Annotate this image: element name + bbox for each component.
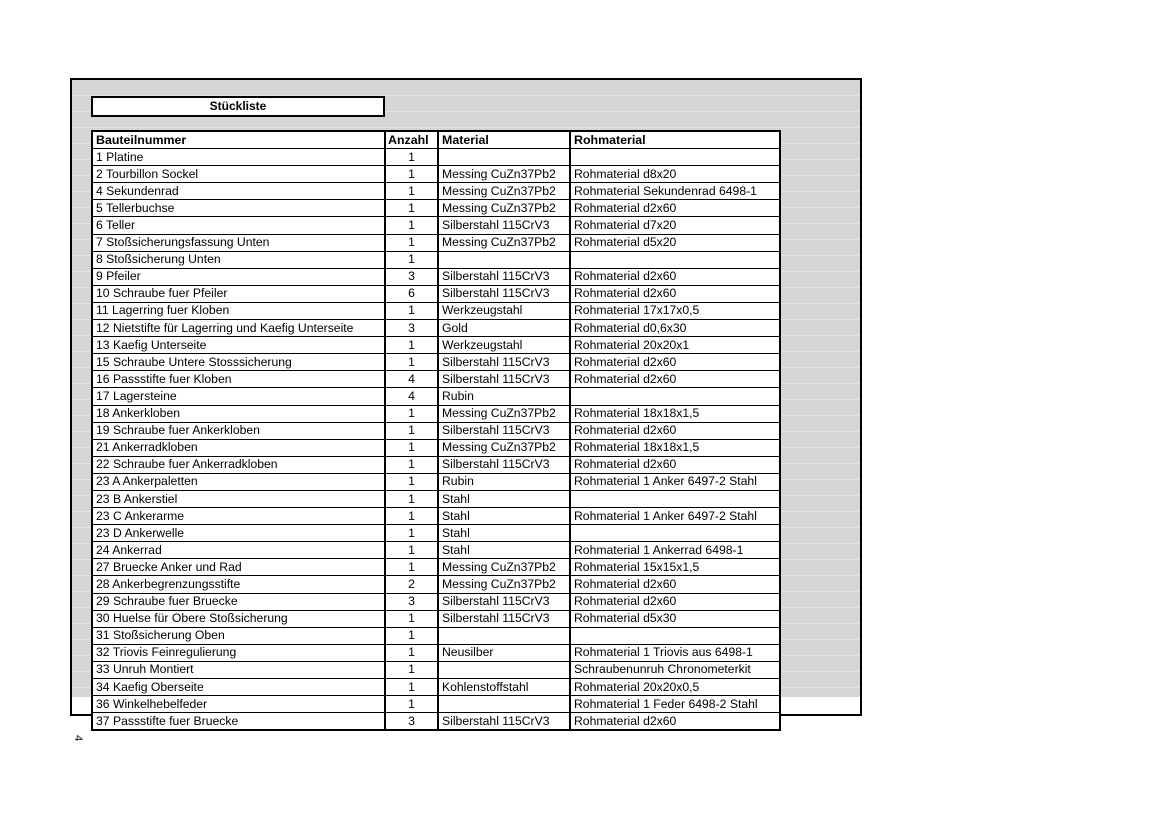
cell-part: 23 C Ankerarme bbox=[92, 508, 385, 525]
cell-raw bbox=[570, 525, 780, 542]
cell-part: 34 Kaefig Oberseite bbox=[92, 679, 385, 696]
cell-qty: 1 bbox=[385, 542, 438, 559]
cell-raw: Rohmaterial 17x17x0,5 bbox=[570, 302, 780, 319]
cell-material: Silberstahl 115CrV3 bbox=[438, 285, 570, 302]
column-header-qty: Anzahl bbox=[385, 131, 438, 149]
cell-raw bbox=[570, 149, 780, 166]
table-row bbox=[92, 371, 780, 388]
cell-part: 9 Pfeiler bbox=[92, 268, 385, 285]
cell-raw: Rohmaterial d2x60 bbox=[570, 456, 780, 473]
cell-material bbox=[438, 661, 570, 678]
table-header-row bbox=[92, 131, 780, 149]
table-row bbox=[92, 149, 780, 166]
cell-part: 22 Schraube fuer Ankerradkloben bbox=[92, 456, 385, 473]
cell-raw: Rohmaterial 1 Ankerrad 6498-1 bbox=[570, 542, 780, 559]
table-row bbox=[92, 217, 780, 234]
cell-qty: 1 bbox=[385, 661, 438, 678]
table-row bbox=[92, 508, 780, 525]
cell-qty: 1 bbox=[385, 696, 438, 713]
cell-qty: 1 bbox=[385, 302, 438, 319]
cell-raw: Schraubenunruh Chronometerkit bbox=[570, 661, 780, 678]
table-row bbox=[92, 559, 780, 576]
table-row bbox=[92, 422, 780, 439]
cell-material: Silberstahl 115CrV3 bbox=[438, 354, 570, 371]
cell-raw: Rohmaterial 20x20x0,5 bbox=[570, 679, 780, 696]
cell-part: 7 Stoßsicherungsfassung Unten bbox=[92, 234, 385, 251]
cell-material: Stahl bbox=[438, 490, 570, 507]
table-row bbox=[92, 320, 780, 337]
cell-material: Silberstahl 115CrV3 bbox=[438, 610, 570, 627]
table-row bbox=[92, 234, 780, 251]
cell-part: 2 Tourbillon Sockel bbox=[92, 166, 385, 183]
table-row bbox=[92, 302, 780, 319]
cell-part: 11 Lagerring fuer Kloben bbox=[92, 302, 385, 319]
cell-raw: Rohmaterial d2x60 bbox=[570, 268, 780, 285]
cell-raw bbox=[570, 627, 780, 644]
cell-qty: 1 bbox=[385, 234, 438, 251]
cell-raw: Rohmaterial d8x20 bbox=[570, 166, 780, 183]
cell-part: 5 Tellerbuchse bbox=[92, 200, 385, 217]
cell-raw: Rohmaterial 15x15x1,5 bbox=[570, 559, 780, 576]
cell-raw: Rohmaterial d2x60 bbox=[570, 593, 780, 610]
cell-qty: 1 bbox=[385, 183, 438, 200]
cell-material: Stahl bbox=[438, 542, 570, 559]
cell-part: 4 Sekundenrad bbox=[92, 183, 385, 200]
cell-material: Werkzeugstahl bbox=[438, 337, 570, 354]
cell-part: 23 A Ankerpaletten bbox=[92, 473, 385, 490]
cell-raw: Rohmaterial d5x20 bbox=[570, 234, 780, 251]
table-row bbox=[92, 679, 780, 696]
cell-qty: 1 bbox=[385, 559, 438, 576]
cell-material bbox=[438, 627, 570, 644]
cell-qty: 1 bbox=[385, 508, 438, 525]
cell-raw bbox=[570, 251, 780, 268]
cell-material: Messing CuZn37Pb2 bbox=[438, 200, 570, 217]
cell-qty: 1 bbox=[385, 679, 438, 696]
cell-material: Messing CuZn37Pb2 bbox=[438, 559, 570, 576]
table-row bbox=[92, 490, 780, 507]
table-row bbox=[92, 337, 780, 354]
table-row bbox=[92, 405, 780, 422]
cell-material: Messing CuZn37Pb2 bbox=[438, 405, 570, 422]
cell-part: 8 Stoßsicherung Unten bbox=[92, 251, 385, 268]
table-row bbox=[92, 713, 780, 731]
bom-title: Stückliste bbox=[91, 96, 385, 117]
cell-raw: Rohmaterial 20x20x1 bbox=[570, 337, 780, 354]
cell-qty: 1 bbox=[385, 200, 438, 217]
cell-qty: 4 bbox=[385, 371, 438, 388]
table-row bbox=[92, 183, 780, 200]
cell-raw: Rohmaterial 18x18x1,5 bbox=[570, 405, 780, 422]
cell-material bbox=[438, 251, 570, 268]
cell-material: Messing CuZn37Pb2 bbox=[438, 166, 570, 183]
cell-raw bbox=[570, 388, 780, 405]
cell-material: Silberstahl 115CrV3 bbox=[438, 713, 570, 731]
cell-raw: Rohmaterial d5x30 bbox=[570, 610, 780, 627]
bom-table-body bbox=[92, 149, 780, 731]
bom-table bbox=[91, 130, 781, 731]
bom-sheet bbox=[70, 78, 862, 728]
cell-part: 21 Ankerradkloben bbox=[92, 439, 385, 456]
cell-qty: 1 bbox=[385, 644, 438, 661]
cell-part: 16 Passstifte fuer Kloben bbox=[92, 371, 385, 388]
cell-raw bbox=[570, 490, 780, 507]
cell-part: 36 Winkelhebelfeder bbox=[92, 696, 385, 713]
table-row bbox=[92, 354, 780, 371]
cell-part: 17 Lagersteine bbox=[92, 388, 385, 405]
cell-part: 1 Platine bbox=[92, 149, 385, 166]
cell-raw: Rohmaterial d2x60 bbox=[570, 371, 780, 388]
cell-raw: Rohmaterial d2x60 bbox=[570, 285, 780, 302]
cell-qty: 3 bbox=[385, 713, 438, 731]
table-row bbox=[92, 593, 780, 610]
cell-material: Silberstahl 115CrV3 bbox=[438, 456, 570, 473]
cell-part: 28 Ankerbegrenzungsstifte bbox=[92, 576, 385, 593]
cell-qty: 1 bbox=[385, 405, 438, 422]
table-row bbox=[92, 456, 780, 473]
table-row bbox=[92, 285, 780, 302]
page-number: 4 bbox=[72, 734, 85, 742]
cell-part: 27 Bruecke Anker und Rad bbox=[92, 559, 385, 576]
cell-part: 33 Unruh Montiert bbox=[92, 661, 385, 678]
cell-qty: 1 bbox=[385, 610, 438, 627]
table-row bbox=[92, 610, 780, 627]
cell-qty: 2 bbox=[385, 576, 438, 593]
table-row bbox=[92, 627, 780, 644]
cell-qty: 1 bbox=[385, 337, 438, 354]
cell-material: Rubin bbox=[438, 388, 570, 405]
cell-qty: 1 bbox=[385, 422, 438, 439]
cell-part: 10 Schraube fuer Pfeiler bbox=[92, 285, 385, 302]
table-row bbox=[92, 576, 780, 593]
cell-material: Messing CuZn37Pb2 bbox=[438, 576, 570, 593]
table-row bbox=[92, 200, 780, 217]
cell-material: Stahl bbox=[438, 508, 570, 525]
cell-part: 24 Ankerrad bbox=[92, 542, 385, 559]
cell-part: 6 Teller bbox=[92, 217, 385, 234]
cell-part: 29 Schraube fuer Bruecke bbox=[92, 593, 385, 610]
table-row bbox=[92, 439, 780, 456]
cell-material: Silberstahl 115CrV3 bbox=[438, 268, 570, 285]
cell-material: Silberstahl 115CrV3 bbox=[438, 422, 570, 439]
cell-material: Messing CuZn37Pb2 bbox=[438, 183, 570, 200]
cell-part: 23 D Ankerwelle bbox=[92, 525, 385, 542]
cell-qty: 3 bbox=[385, 268, 438, 285]
cell-qty: 1 bbox=[385, 166, 438, 183]
cell-part: 18 Ankerkloben bbox=[92, 405, 385, 422]
table-row bbox=[92, 696, 780, 713]
cell-raw: Rohmaterial 18x18x1,5 bbox=[570, 439, 780, 456]
cell-part: 37 Passstifte fuer Bruecke bbox=[92, 713, 385, 731]
cell-part: 12 Nietstifte für Lagerring und Kaefig Unterseite bbox=[92, 320, 385, 337]
cell-raw: Rohmaterial d2x60 bbox=[570, 576, 780, 593]
cell-part: 32 Triovis Feinregulierung bbox=[92, 644, 385, 661]
column-header-part: Bauteilnummer bbox=[92, 131, 385, 149]
cell-qty: 1 bbox=[385, 217, 438, 234]
cell-raw: Rohmaterial 1 Anker 6497-2 Stahl bbox=[570, 473, 780, 490]
table-row bbox=[92, 251, 780, 268]
cell-raw: Rohmaterial d7x20 bbox=[570, 217, 780, 234]
cell-material: Messing CuZn37Pb2 bbox=[438, 439, 570, 456]
cell-raw: Rohmaterial 1 Feder 6498-2 Stahl bbox=[570, 696, 780, 713]
cell-raw: Rohmaterial d2x60 bbox=[570, 713, 780, 731]
cell-raw: Rohmaterial Sekundenrad 6498-1 bbox=[570, 183, 780, 200]
table-row bbox=[92, 661, 780, 678]
cell-material bbox=[438, 149, 570, 166]
column-header-material: Material bbox=[438, 131, 570, 149]
cell-material bbox=[438, 696, 570, 713]
cell-part: 31 Stoßsicherung Oben bbox=[92, 627, 385, 644]
cell-qty: 1 bbox=[385, 251, 438, 268]
cell-raw: Rohmaterial d2x60 bbox=[570, 354, 780, 371]
cell-part: 13 Kaefig Unterseite bbox=[92, 337, 385, 354]
cell-material: Silberstahl 115CrV3 bbox=[438, 217, 570, 234]
table-row bbox=[92, 268, 780, 285]
table-row bbox=[92, 166, 780, 183]
cell-qty: 3 bbox=[385, 320, 438, 337]
cell-material: Messing CuZn37Pb2 bbox=[438, 234, 570, 251]
cell-material: Rubin bbox=[438, 473, 570, 490]
cell-qty: 1 bbox=[385, 456, 438, 473]
cell-qty: 1 bbox=[385, 627, 438, 644]
cell-material: Gold bbox=[438, 320, 570, 337]
table-row bbox=[92, 388, 780, 405]
cell-material: Silberstahl 115CrV3 bbox=[438, 371, 570, 388]
cell-material: Werkzeugstahl bbox=[438, 302, 570, 319]
cell-raw: Rohmaterial d2x60 bbox=[570, 422, 780, 439]
cell-qty: 1 bbox=[385, 439, 438, 456]
table-row bbox=[92, 644, 780, 661]
cell-qty: 1 bbox=[385, 490, 438, 507]
cell-part: 23 B Ankerstiel bbox=[92, 490, 385, 507]
cell-qty: 1 bbox=[385, 525, 438, 542]
cell-raw: Rohmaterial 1 Anker 6497-2 Stahl bbox=[570, 508, 780, 525]
cell-qty: 1 bbox=[385, 354, 438, 371]
cell-qty: 4 bbox=[385, 388, 438, 405]
cell-material: Stahl bbox=[438, 525, 570, 542]
cell-qty: 1 bbox=[385, 149, 438, 166]
cell-raw: Rohmaterial d0,6x30 bbox=[570, 320, 780, 337]
cell-qty: 1 bbox=[385, 473, 438, 490]
cell-raw: Rohmaterial d2x60 bbox=[570, 200, 780, 217]
cell-material: Kohlenstoffstahl bbox=[438, 679, 570, 696]
cell-part: 30 Huelse für Obere Stoßsicherung bbox=[92, 610, 385, 627]
cell-raw: Rohmaterial 1 Triovis aus 6498-1 bbox=[570, 644, 780, 661]
column-header-raw: Rohmaterial bbox=[570, 131, 780, 149]
cell-part: 15 Schraube Untere Stosssicherung bbox=[92, 354, 385, 371]
cell-material: Neusilber bbox=[438, 644, 570, 661]
cell-material: Silberstahl 115CrV3 bbox=[438, 593, 570, 610]
table-row bbox=[92, 473, 780, 490]
cell-qty: 3 bbox=[385, 593, 438, 610]
table-row bbox=[92, 542, 780, 559]
table-row bbox=[92, 525, 780, 542]
cell-qty: 6 bbox=[385, 285, 438, 302]
cell-part: 19 Schraube fuer Ankerkloben bbox=[92, 422, 385, 439]
